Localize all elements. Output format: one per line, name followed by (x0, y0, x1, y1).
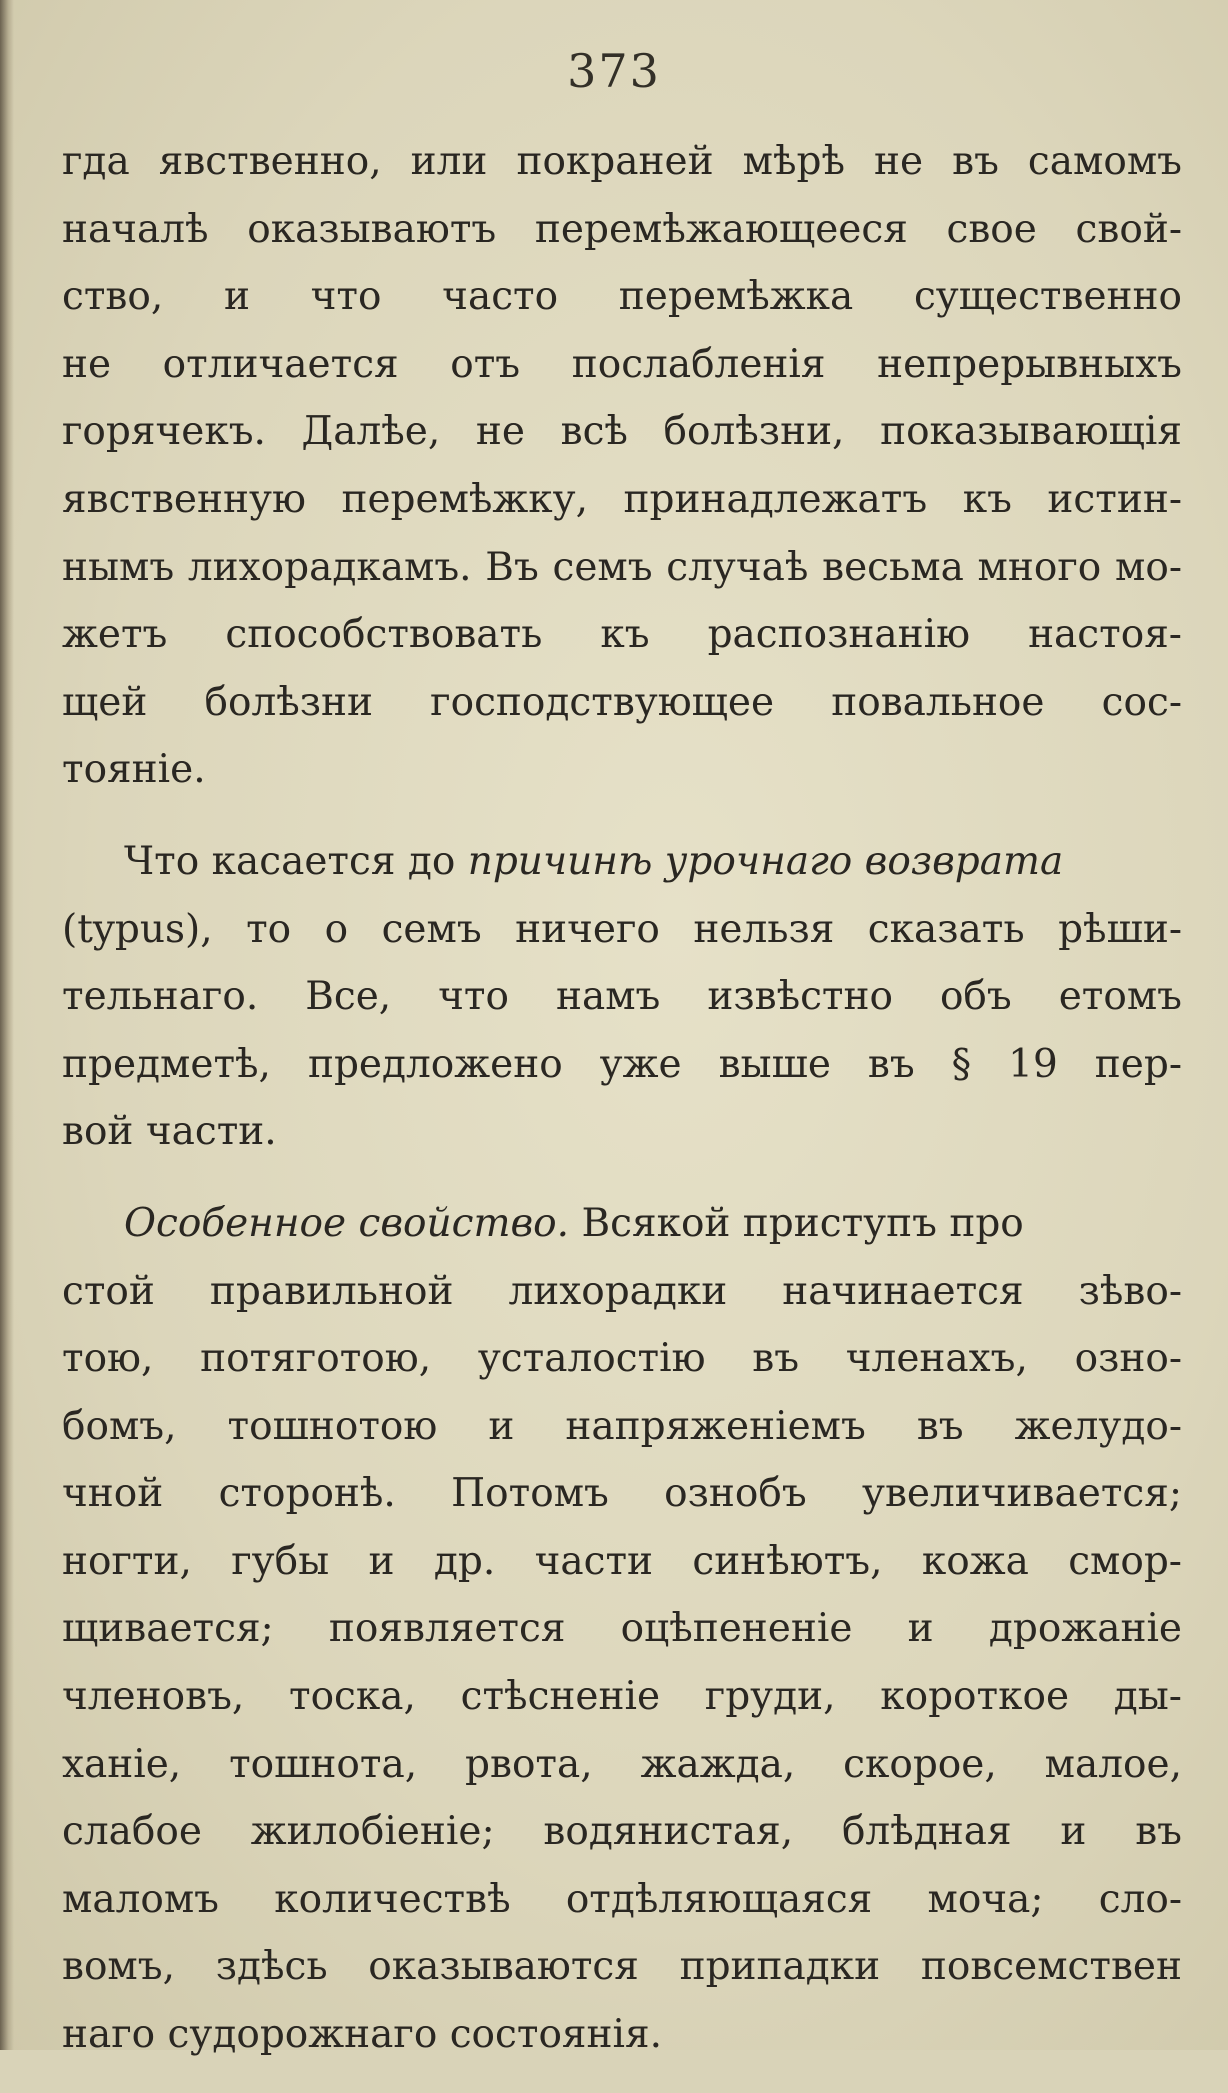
page-number: 373 (567, 44, 661, 98)
text-run: Что касается до (124, 838, 468, 884)
text-line: гда явственно, или покраней мѣрѣ не въ самомъ (62, 139, 1182, 184)
text-line: началѣ оказываютъ перемѣжающееся свое свой- (62, 206, 1182, 252)
paragraph-1 (62, 128, 1182, 804)
paragraph-2 (62, 828, 1182, 1166)
text-line: (typus), то о семъ ничего нельзя сказать рѣши- (62, 906, 1182, 952)
text-line: ханіе, тошнота, рвота, жажда, скорое, малое, (62, 1741, 1182, 1787)
text-line: ство, и что часто перемѣжка существенно (62, 274, 1182, 320)
text-line: щивается; появляется оцѣпененіе и дрожаніе (62, 1606, 1182, 1652)
text-run: Всякой приступъ про (569, 1200, 1024, 1246)
text-line: тою, потяготою, усталостію въ членахъ, озно- (62, 1336, 1182, 1382)
italic-term: причинѣ урочнаго возврата (467, 838, 1064, 884)
text-line: предметѣ, предложено уже выше въ § 19 пер- (62, 1041, 1182, 1087)
text-line: нымъ лихорадкамъ. Въ семъ случаѣ весьма много мо- (62, 544, 1182, 590)
text-line: горячекъ. Далѣе, не всѣ болѣзни, показывающія (62, 409, 1182, 455)
italic-heading: Особенное свойство. (124, 1200, 570, 1246)
page-gutter-shadow (0, 0, 14, 2050)
text-line: чной сторонѣ. Потомъ ознобъ увеличивается; (62, 1471, 1182, 1517)
text-line: наго судорожнаго состоянія. (62, 2012, 663, 2058)
text-line: щей болѣзни господствующее повальное сос- (62, 679, 1182, 725)
text-line: тояніе. (62, 747, 206, 793)
text-line: вомъ, здѣсь оказываются припадки повсемствен (62, 1944, 1182, 1990)
text-line (62, 828, 1182, 896)
text-line: вой части. (62, 1109, 277, 1155)
body-text (62, 128, 1182, 2093)
text-line: слабое жилобіеніе; водянистая, блѣдная и въ (62, 1809, 1182, 1855)
text-line: членовъ, тоска, стѣсненіе груди, короткое ды- (62, 1674, 1182, 1720)
text-line: жетъ способствовать къ распознанію настоя- (62, 612, 1182, 658)
paragraph-3 (62, 1190, 1182, 2069)
text-line: маломъ количествѣ отдѣляющаяся моча; сло- (62, 1876, 1182, 1922)
text-line (62, 1190, 1182, 1258)
text-line: не отличается отъ послабленія непрерывныхъ (62, 341, 1182, 387)
text-line: тельнаго. Все, что намъ извѣстно объ етомъ (62, 974, 1182, 1020)
text-line: бомъ, тошнотою и напряженіемъ въ желудо- (62, 1403, 1182, 1449)
text-line: явственную перемѣжку, принадлежатъ къ истин- (62, 476, 1182, 522)
text-line: стой правильной лихорадки начинается зѣво- (62, 1268, 1182, 1314)
text-line: ногти, губы и др. части синѣютъ, кожа смор- (62, 1538, 1182, 1584)
